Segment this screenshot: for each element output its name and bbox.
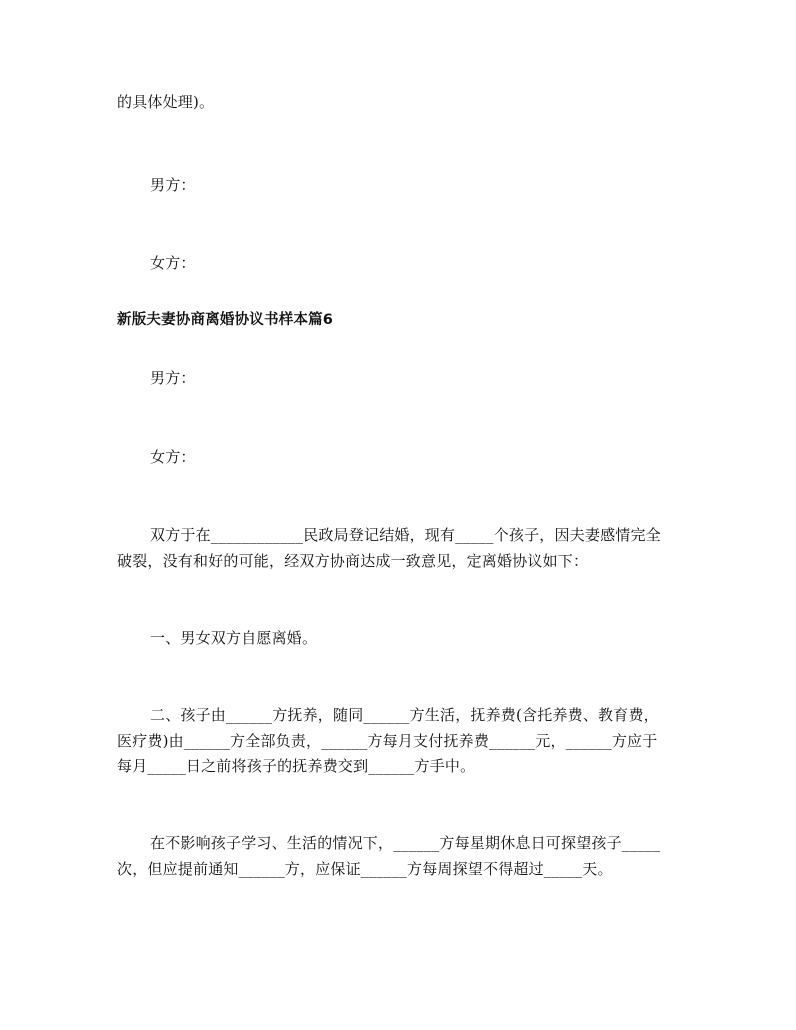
clause-two-line-3: 每月_____日之前将孩子的抚养费交到______方手中。: [117, 757, 476, 775]
paragraph-marriage-line-2: 破裂，没有和好的可能，经双方协商达成一致意见，定离婚协议如下：: [117, 552, 589, 570]
paragraph-marriage-line-1: 双方于在____________民政局登记结婚，现有_____个孩子，因夫妻感情完全: [150, 526, 661, 544]
text-line-male-party: 男方：: [150, 369, 196, 387]
clause-two-line-2: 医疗费)由______方全部负责，______方每月支付抚养费______元，______方应于: [117, 732, 658, 750]
text-line-continuation: 的具体处理)。: [117, 93, 215, 111]
section-heading: 新版夫妻协商离婚协议书样本篇6: [117, 312, 334, 328]
text-line-female-party: 女方：: [150, 254, 196, 272]
clause-one: 一、男女双方自愿离婚。: [150, 629, 318, 647]
text-line-female-party: 女方：: [150, 448, 196, 466]
visitation-line-2: 次，但应提前通知______方，应保证______方每周探望不得超过_____天。: [117, 860, 613, 878]
visitation-line-1: 在不影响孩子学习、生活的情况下，______方每星期休息日可探望孩子_____: [150, 834, 661, 852]
clause-two-line-1: 二、孩子由______方抚养，随同______方生活，抚养费(含托养费、教育费，: [150, 706, 659, 724]
text-line-male-party: 男方：: [150, 176, 196, 194]
